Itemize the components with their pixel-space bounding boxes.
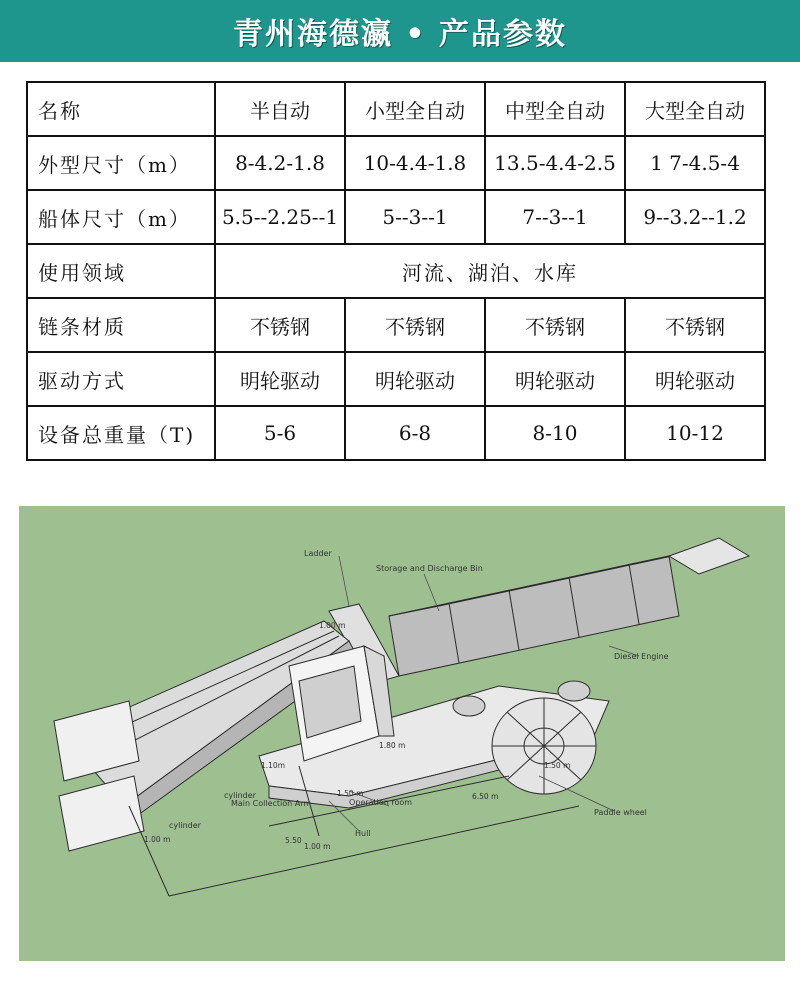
- table-cell: 5--3--1: [345, 190, 485, 244]
- table-cell-span: 河流、湖泊、水库: [215, 244, 765, 298]
- table-cell: 明轮驱动: [485, 352, 625, 406]
- table-cell: 6-8: [345, 406, 485, 460]
- table-cell: 小型全自动: [345, 82, 485, 136]
- label-operation-room: Operation room: [349, 798, 413, 807]
- row-label: 链条材质: [27, 298, 215, 352]
- dim-550: 5.50: [285, 836, 302, 845]
- banner-title: 青州海德瀛 • 产品参数: [232, 17, 568, 52]
- table-cell: 7--3--1: [485, 190, 625, 244]
- table-cell: 明轮驱动: [345, 352, 485, 406]
- dim-100-left: 1.00 m: [144, 835, 171, 844]
- table-cell: 5-6: [215, 406, 345, 460]
- dim-100-top: 1.00 m: [319, 621, 346, 630]
- table-row: [27, 244, 765, 298]
- machine-drawing: [19, 506, 785, 961]
- label-hull: Hull: [355, 829, 371, 838]
- table-cell: 不锈钢: [215, 298, 345, 352]
- table-row: [27, 352, 765, 406]
- table-cell: 半自动: [215, 82, 345, 136]
- spec-table: [26, 81, 766, 461]
- dim-150-room: 1.50 m: [337, 789, 364, 798]
- label-cylinder-2: cylinder: [169, 821, 201, 830]
- table-cell: 10-4.4-1.8: [345, 136, 485, 190]
- dim-110: 1.10m: [261, 761, 286, 770]
- dim-180: 1.80 m: [379, 741, 406, 750]
- table-cell: 5.5--2.25--1: [215, 190, 345, 244]
- table-cell: 10-12: [625, 406, 765, 460]
- dim-100-bottom: 1.00 m: [304, 842, 331, 851]
- row-label: 使用领域: [27, 244, 215, 298]
- table-row: [27, 82, 765, 136]
- table-cell: 1 7-4.5-4: [625, 136, 765, 190]
- table-cell: 9--3.2--1.2: [625, 190, 765, 244]
- table-cell: 8-10: [485, 406, 625, 460]
- table-cell: 不锈钢: [625, 298, 765, 352]
- table-cell: 大型全自动: [625, 82, 765, 136]
- row-label: 名称: [27, 82, 215, 136]
- table-row: [27, 190, 765, 244]
- title-banner: [0, 0, 800, 62]
- label-diesel-engine: Diesel Engine: [614, 652, 669, 661]
- table-row: [27, 298, 765, 352]
- dim-650: 6.50 m: [472, 792, 499, 801]
- table-cell: 不锈钢: [485, 298, 625, 352]
- harvester-illustration: [19, 506, 785, 961]
- table-cell: 8-4.2-1.8: [215, 136, 345, 190]
- label-ladder: Ladder: [304, 549, 332, 558]
- dim-150-wheel: 1.50 m: [544, 761, 571, 770]
- row-label: 外型尺寸（m）: [27, 136, 215, 190]
- label-collection-arm: Main Collection Arm: [231, 799, 312, 808]
- label-cylinder-1: cylinder: [224, 791, 256, 800]
- row-label: 船体尺寸（m）: [27, 190, 215, 244]
- table-cell: 13.5-4.4-2.5: [485, 136, 625, 190]
- discharge-ramp-shape: [669, 538, 749, 574]
- table-cell: 不锈钢: [345, 298, 485, 352]
- table-row: [27, 136, 765, 190]
- table-cell: 中型全自动: [485, 82, 625, 136]
- table-cell: 明轮驱动: [625, 352, 765, 406]
- table-cell: 明轮驱动: [215, 352, 345, 406]
- row-label: 驱动方式: [27, 352, 215, 406]
- label-storage-bin: Storage and Discharge Bin: [376, 564, 483, 573]
- table-row: [27, 406, 765, 460]
- label-paddle-wheel: Paddle wheel: [594, 808, 647, 817]
- row-label: 设备总重量（T): [27, 406, 215, 460]
